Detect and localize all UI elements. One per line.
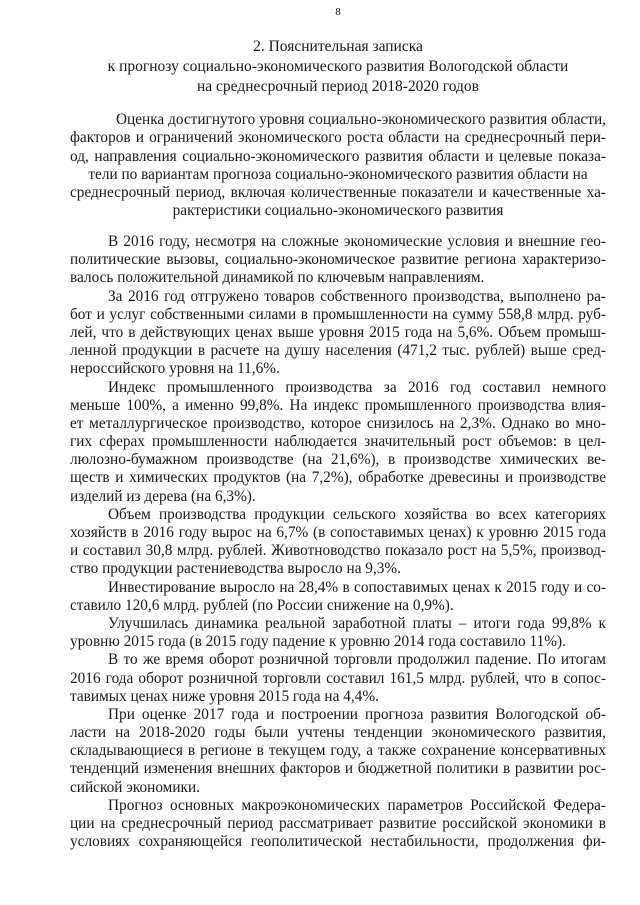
paragraph bbox=[70, 379, 606, 506]
paragraph-line: изделий из дерева (на 6,3%). bbox=[70, 487, 256, 505]
paragraph-line: В то же время оборот розничной торговли продолжил падение. По итогам bbox=[108, 651, 606, 669]
page-number: 8 bbox=[335, 6, 341, 18]
paragraph bbox=[70, 706, 606, 797]
paragraph-line: Прогноз основных макроэкономических параметров Российской Федера- bbox=[108, 796, 606, 814]
paragraph-line: ществ и химических продуктов (на 7,2%), обработке древесины и производстве bbox=[70, 469, 606, 487]
paragraph bbox=[70, 615, 606, 651]
paragraph-line: и составил 30,8 млрд. рублей. Животноводство показало рост на 5,5%, производ- bbox=[70, 542, 606, 560]
paragraph bbox=[70, 579, 606, 615]
paragraph-line: При оценке 2017 года и построении прогноза развития Вологодской об- bbox=[108, 705, 606, 723]
paragraph bbox=[70, 651, 606, 706]
paragraph-line: ставило 120,6 млрд. рублей (по России снижение на 0,9%). bbox=[70, 596, 454, 614]
abstract-line: факторов и ограничений экономического роста области на среднесрочный пери- bbox=[70, 129, 606, 147]
document-body bbox=[70, 233, 606, 851]
paragraph-line: Инвестирование выросло на 28,4% в сопоставимых ценах к 2015 году и со- bbox=[108, 578, 606, 596]
section-abstract bbox=[70, 111, 606, 221]
paragraph-line: складывающиеся в регионе в текущем году, а также сохранение консервативных bbox=[70, 742, 606, 760]
paragraph-line: меньше 100%, а именно 99,8%. На индекс промышленного производства влия- bbox=[70, 396, 606, 414]
paragraph-line: уровню 2015 года (в 2015 году падение к уровню 2014 года составило 11%). bbox=[70, 633, 566, 651]
paragraph-line: ство продукции растениеводства выросло на 9,3%. bbox=[70, 560, 401, 578]
abstract-line: среднесрочный период, включая количественные показатели и качественные ха- bbox=[70, 184, 606, 202]
paragraph bbox=[70, 506, 606, 579]
paragraph-line: люлозно-бумажном производстве (на 21,6%), в производстве химических ве- bbox=[70, 451, 606, 469]
paragraph-line: условиях сохраняющейся геополитической нестабильности, продолжения фи- bbox=[70, 833, 606, 851]
paragraph-line: Объем производства продукции сельского хозяйства во всех категориях bbox=[108, 505, 606, 523]
paragraph-line: ленной продукции в расчете на душу населения (471,2 тыс. рублей) выше сред- bbox=[70, 342, 606, 360]
paragraph bbox=[70, 288, 606, 379]
paragraph-line: Улучшилась динамика реальной заработной платы – итоги года 99,8% к bbox=[108, 614, 606, 632]
abstract-line: рактеристики социально-экономического развития bbox=[172, 202, 504, 220]
paragraph-line: В 2016 году, несмотря на сложные экономические условия и внешние гео- bbox=[108, 233, 606, 250]
paragraph bbox=[70, 797, 606, 852]
paragraph-line: ет металлургическое производство, которое снизилось на 2,3%. Однако во мно- bbox=[70, 414, 606, 432]
heading-line-period: на среднесрочный период 2018-2020 годов bbox=[196, 78, 479, 95]
heading-line-subtitle: к прогнозу социально-экономического развития Вологодской области bbox=[107, 58, 569, 75]
paragraph-line: тенденций изменения внешних факторов и бюджетной политики в развитии рос- bbox=[70, 760, 606, 778]
paragraph bbox=[70, 233, 606, 288]
abstract-line: Оценка достигнутого уровня социально-экономического развития области, bbox=[116, 111, 606, 128]
paragraph-line: хозяйств в 2016 году вырос на 6,7% (в сопоставимых ценах) к уровню 2015 года bbox=[70, 524, 606, 541]
abstract-line: од, направления социально-экономического развития области и целевые показа- bbox=[70, 147, 606, 165]
paragraph-line: тавимых ценах ниже уровня 2015 года на 4,4%. bbox=[70, 687, 379, 705]
paragraph-line: политические вызовы, социально-экономическое развитие региона характеризо- bbox=[70, 251, 606, 269]
paragraph-line: ласти на 2018-2020 годы были учтены тенденции экономического развития, bbox=[70, 724, 606, 742]
paragraph-line: ции на среднесрочный период рассматривает развитие российской экономики в bbox=[70, 815, 606, 832]
paragraph-line: Индекс промышленного производства за 2016 год составил немного bbox=[108, 378, 606, 396]
paragraph-line: сийской экономики. bbox=[70, 778, 200, 796]
paragraph-line: валось положительной динамикой по ключевым направлениям. bbox=[70, 269, 485, 287]
document-heading bbox=[70, 37, 606, 97]
paragraph-line: лей, что в действующих ценах выше уровня 2015 года на 5,6%. Объем промыш- bbox=[70, 323, 606, 341]
paragraph-line: За 2016 год отгружено товаров собственного производства, выполнено ра- bbox=[108, 287, 606, 305]
paragraph-line: 2016 года оборот розничной торговли составил 161,5 млрд. рублей, что в сопос- bbox=[70, 669, 606, 687]
heading-line-title: 2. Пояснительная записка bbox=[253, 38, 423, 55]
abstract-line: тели по вариантам прогноза социально-экономического развития области на bbox=[88, 165, 588, 183]
paragraph-line: бот и услуг собственными силами в промышленности на сумму 558,8 млрд. руб- bbox=[70, 305, 606, 323]
paragraph-line: гих сферах промышленности наблюдается значительный рост объемов: в цел- bbox=[70, 433, 606, 451]
paragraph-line: нероссийского уровня на 11,6%. bbox=[70, 360, 280, 378]
